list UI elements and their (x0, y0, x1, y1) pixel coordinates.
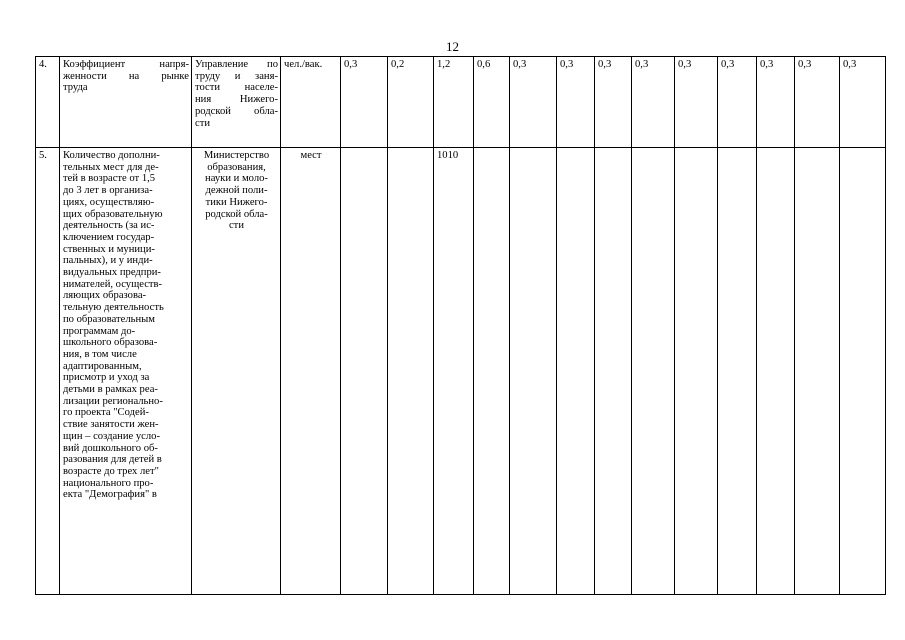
indicator-name-cell (60, 148, 192, 595)
indicator-line: программам до- (63, 325, 136, 337)
responsible-line: труду и заня- (195, 70, 278, 82)
value-cell: 0,3 (840, 57, 886, 148)
unit-cell: чел./вак. (281, 57, 341, 148)
indicator-line: видуальных предпри- (63, 267, 161, 279)
indicator-line: тельную деятельность (63, 302, 164, 314)
responsible-line: тики Нижего- (205, 196, 268, 208)
indicator-line: лизации регионально- (63, 395, 163, 407)
responsible-line: сти (195, 117, 211, 129)
indicator-line: нимателей, осуществ- (63, 278, 163, 290)
responsible-line: тости населе- (195, 82, 278, 94)
indicator-line: тей в возрасте от 1,5 (63, 173, 156, 185)
table-row (36, 57, 886, 148)
responsible-line: ния Нижего- (195, 94, 278, 106)
indicator-line: Коэффициент напря- (63, 59, 189, 70)
responsible-line: сти (228, 220, 244, 232)
indicator-line: присмотр и уход за (63, 372, 150, 384)
indicator-line: по образовательным (63, 313, 155, 325)
value-cell (510, 148, 557, 595)
indicator-line: адаптированным, (63, 360, 142, 372)
value-cell: 0,3 (757, 57, 795, 148)
unit-cell: мест (281, 148, 341, 595)
indicator-line: детьми в рамках реа- (63, 384, 158, 396)
value-cell: 0,3 (341, 57, 388, 148)
value-cell: 0,3 (632, 57, 675, 148)
responsible-cell (192, 148, 281, 595)
indicators-table (35, 56, 886, 595)
indicator-line: школьного образова- (63, 337, 158, 349)
value-cell: 0,3 (718, 57, 757, 148)
indicator-line: ствие занятости жен- (63, 419, 159, 431)
indicator-line: Количество дополни- (63, 150, 160, 161)
indicator-line: ния, в том числе (63, 348, 137, 360)
value-cell: 0,2 (388, 57, 434, 148)
value-cell (474, 148, 510, 595)
indicator-line: труда (63, 82, 88, 94)
responsible-line: родской обла- (205, 208, 268, 220)
indicator-line: до 3 лет в организа- (63, 185, 153, 197)
value-cell: 0,3 (557, 57, 595, 148)
responsible-line: науки и моло- (205, 173, 268, 185)
table-row (36, 148, 886, 595)
value-cell (557, 148, 595, 595)
indicator-line: пальных), и у инди- (63, 255, 153, 267)
value-cell (718, 148, 757, 595)
indicator-line: го проекта "Содей- (63, 407, 149, 419)
indicator-line: циях, осуществляю- (63, 196, 155, 208)
indicator-line: ляющих образова- (63, 290, 147, 302)
responsible-line: образования, (207, 161, 266, 173)
indicator-name-cell (60, 57, 192, 148)
responsible-line: родской обла- (195, 105, 278, 117)
value-cell: 0,3 (510, 57, 557, 148)
value-cell (595, 148, 632, 595)
indicator-line: вий дошкольного об- (63, 442, 158, 454)
indicator-line: ключением государ- (63, 231, 155, 243)
indicator-line: национального про- (63, 477, 154, 489)
value-cell (840, 148, 886, 595)
indicator-line: ственных и муници- (63, 243, 155, 255)
responsible-cell (192, 57, 281, 148)
responsible-line: Министерство (203, 150, 270, 161)
indicator-line: щин – создание усло- (63, 430, 160, 442)
row-number: 4. (36, 57, 60, 148)
responsible-line: дежной поли- (205, 185, 268, 197)
value-cell (632, 148, 675, 595)
value-cell (757, 148, 795, 595)
page-number: 12 (446, 39, 459, 54)
value-cell (795, 148, 840, 595)
indicator-line: щих образовательную (63, 208, 163, 220)
indicator-line: женности на рынке (63, 70, 189, 82)
indicator-line: возрасте до трех лет" (63, 465, 159, 477)
indicator-line: деятельность (за ис- (63, 220, 155, 232)
indicator-line: екта "Демография" в (63, 489, 157, 501)
indicator-line: тельных мест для де- (63, 161, 159, 173)
indicator-line: разования для детей в (63, 454, 162, 466)
value-cell: 0,3 (675, 57, 718, 148)
value-cell: 1,2 (434, 57, 474, 148)
responsible-line: Управление по (195, 59, 278, 70)
value-cell (675, 148, 718, 595)
value-cell (388, 148, 434, 595)
row-number: 5. (36, 148, 60, 595)
value-cell (341, 148, 388, 595)
value-cell: 1010 (434, 148, 474, 595)
value-cell: 0,6 (474, 57, 510, 148)
value-cell: 0,3 (795, 57, 840, 148)
value-cell: 0,3 (595, 57, 632, 148)
